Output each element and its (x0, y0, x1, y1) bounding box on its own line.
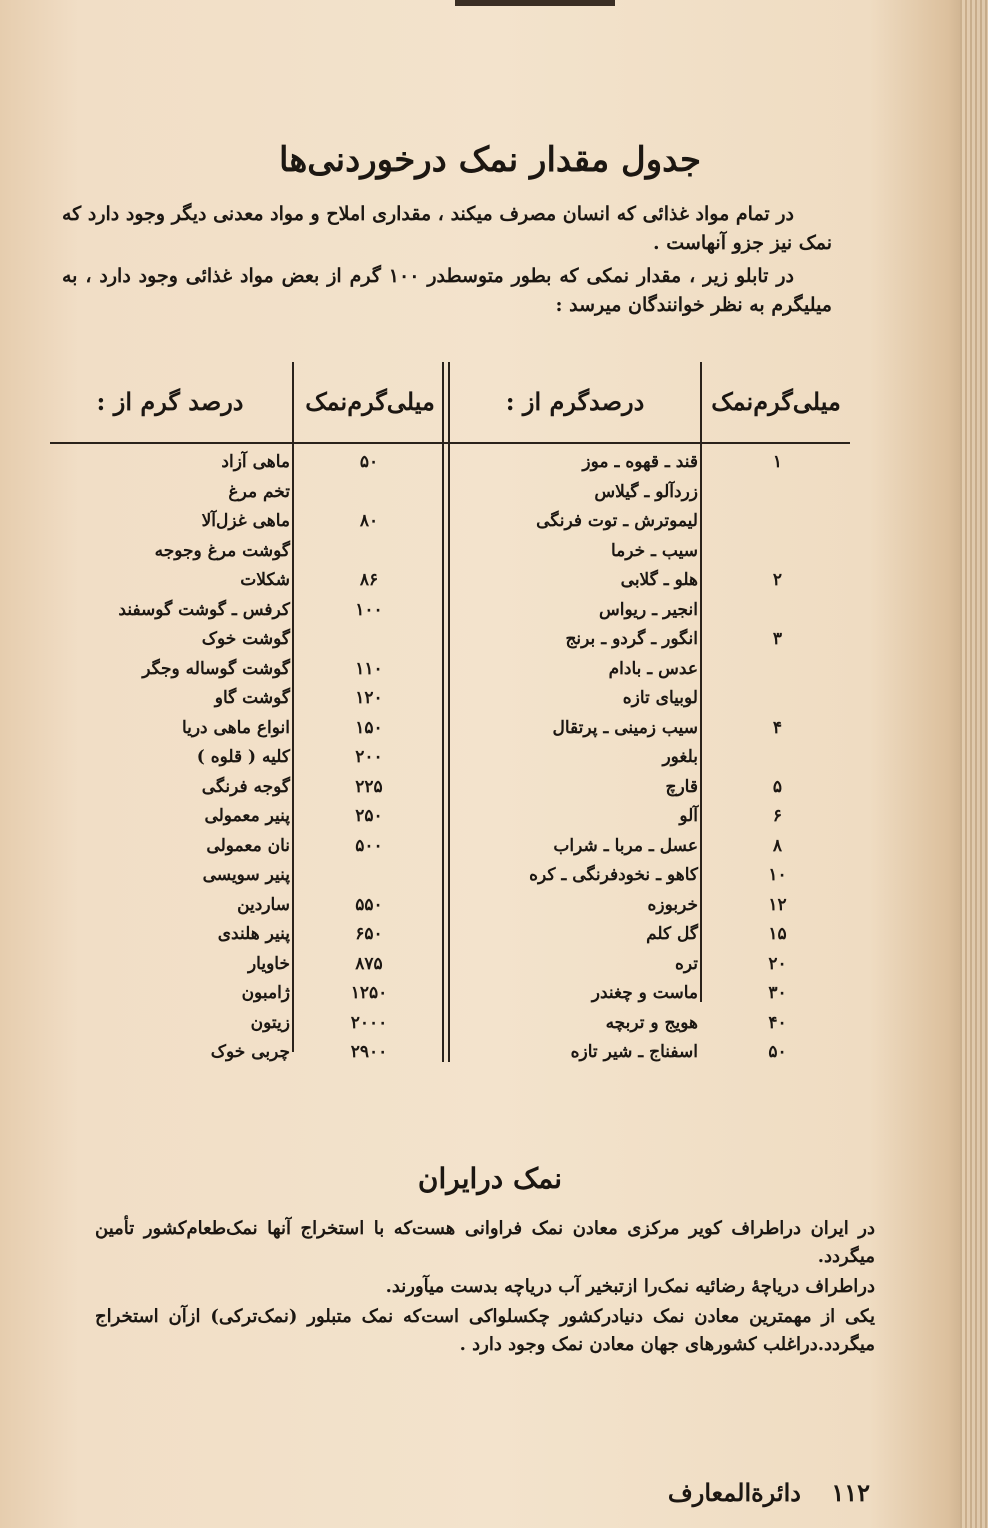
table-cell-food: پنیر معمولی (204, 806, 290, 826)
table-cell-food: زردآلو ـ گیلاس (594, 481, 698, 502)
table-cell-food: گوجه فرنگی (201, 776, 290, 797)
table-cell-mg: ۴ (772, 717, 783, 738)
column-divider-3 (292, 362, 294, 1052)
table-cell-mg: ۱۲ (768, 894, 787, 915)
table-cell-mg: ۸۷۵ (355, 953, 383, 974)
header-divider-line (50, 442, 850, 444)
table-cell-mg: ۱۲۵۰ (350, 983, 388, 1003)
table-cell-mg: ۳ (772, 629, 783, 649)
table-cell-mg: ۲۰۰۰ (350, 1012, 388, 1033)
table-cell-food: ماهی غزل‌آلا (201, 511, 290, 531)
table-cell-food: چربی خوک (210, 1042, 290, 1062)
table-cell-food: پنیر هلندی (217, 924, 290, 944)
table-cell-food: سیب زمینی ـ پرتقال (552, 717, 698, 738)
table-cell-food: آلو (679, 806, 698, 826)
table-cell-mg: ۶۵۰ (355, 924, 383, 944)
table-cell-food: لیموترش ـ توت فرنگی (536, 511, 698, 531)
column-divider-2 (448, 362, 450, 1062)
table-cell-mg: ۵۰۰ (355, 835, 383, 856)
table-cell-mg: ۸ (772, 835, 783, 856)
table-cell-mg (298, 861, 440, 891)
table-cell-mg (705, 655, 850, 685)
table-cell-food: ماهی آزاد (221, 452, 290, 472)
table-cell-mg (298, 625, 440, 655)
top-dark-strip (455, 0, 615, 6)
table-cell-food: زیتون (250, 1012, 290, 1033)
table-cell-mg: ۲۲۵ (355, 776, 383, 797)
table-cell-food: گوشت گوساله وجگر (142, 658, 290, 679)
header-mg-right: میلی‌گرم‌نمک (711, 386, 841, 416)
header-food-right: درصدگرم از : (505, 386, 645, 416)
table-cell-food: گوشت گاو (214, 688, 290, 708)
intro-paragraph-1: در تمام مواد غذائی که انسان مصرف میکند ، مقداری املاح و مواد معدنی دیگر وجود دارد که نمک نیز جزو آنهاست . (62, 203, 832, 254)
table-cell-mg (705, 537, 850, 567)
table-cell-food: شکلات (240, 570, 290, 590)
table-cell-mg: ۲۵۰ (355, 806, 383, 826)
table-cell-mg: ۸۰ (359, 511, 379, 531)
salt-content-table (50, 362, 850, 1062)
table-cell-food: کاهو ـ نخودفرنگی ـ کره (529, 865, 698, 885)
page-title: جدول مقدار نمک درخوردنی‌ها (279, 140, 701, 180)
column-left-food (50, 448, 290, 1068)
table-cell-mg: ۲۹۰۰ (350, 1042, 388, 1062)
table-cell-food: انواع ماهی دریا (181, 717, 290, 738)
table-cell-food: انگور ـ گردو ـ برنج (565, 629, 698, 649)
table-cell-mg: ۱۰۰ (355, 599, 383, 620)
table-cell-food: بلغور (662, 747, 698, 767)
table-cell-mg: ۱۱۰ (355, 658, 383, 679)
table-cell-mg (705, 596, 850, 626)
table-cell-mg: ۱۵ (768, 924, 787, 944)
column-left-mg (298, 448, 440, 1068)
table-cell-mg: ۵ (772, 776, 783, 797)
table-cell-mg: ۲۰ (768, 953, 787, 974)
table-cell-mg: ۵۰ (768, 1042, 787, 1062)
table-cell-food: هویج و تربچه (605, 1012, 698, 1033)
table-cell-food: قند ـ قهوه ـ موز (582, 452, 698, 472)
table-cell-food: کرفس ـ گوشت گوسفند (118, 599, 290, 620)
table-cell-food: خربوزه (647, 894, 698, 915)
table-cell-food: لوبیای تازه (622, 688, 698, 708)
table-cell-food: ماست و چغندر (591, 983, 698, 1003)
page-number: ۱۱۲ (831, 1478, 870, 1507)
section-body (95, 1215, 875, 1361)
table-cell-food: عسل ـ مربا ـ شراب (553, 835, 698, 856)
table-cell-mg (298, 478, 440, 508)
table-cell-mg: ۶ (772, 806, 783, 826)
table-cell-mg (705, 507, 850, 537)
column-right-mg (705, 448, 850, 1068)
table-cell-food: تره (674, 953, 698, 974)
table-cell-mg: ۱۰ (768, 865, 787, 885)
table-cell-food: کلیه ( قلوه ) (196, 747, 290, 767)
section-paragraph-1: در ایران دراطراف کویر مرکزی معادن نمک فراوانی هست‌که با استخراج آنها نمک‌طعام‌کشور تأمین میگردد. (95, 1218, 875, 1267)
section-paragraph-2: دراطراف دریاچهٔ رضائیه نمک‌را ازتبخیر آب دریاچه بدست میآورند. (385, 1276, 875, 1297)
table-cell-mg: ۳۰ (768, 983, 787, 1003)
table-cell-mg: ۱ (772, 452, 783, 472)
table-cell-food: قارچ (665, 776, 698, 797)
table-cell-food: عدس ـ بادام (608, 658, 698, 679)
table-cell-food: سیب ـ خرما (610, 540, 698, 561)
intro-paragraph-2: در تابلو زیر ، مقدار نمکی که بطور متوسطدر ۱۰۰ گرم از بعض مواد غذائی وجود دارد ، به میلیگرم به نظر خوانندگان میرسد : (62, 265, 832, 316)
page-footer (600, 1478, 870, 1507)
table-cell-food: گوشت مرغ وجوجه (154, 540, 290, 561)
book-title: دائرة‌المعارف (667, 1478, 801, 1507)
table-cell-food: هلو ـ گلابی (620, 570, 698, 590)
column-divider-1 (700, 362, 702, 1002)
table-cell-food: پنیر سویسی (202, 865, 290, 885)
table-cell-mg (705, 478, 850, 508)
table-cell-mg (298, 537, 440, 567)
table-cell-food: گل کلم (646, 924, 698, 944)
page-edge-shadow (960, 0, 988, 1528)
table-cell-food: نان معمولی (206, 835, 290, 856)
table-cell-food: انجیر ـ ریواس (599, 599, 698, 620)
column-right-food (458, 448, 698, 1068)
table-cell-mg: ۲۰۰ (355, 747, 383, 767)
table-cell-mg: ۱۵۰ (355, 717, 383, 738)
section-paragraph-3: یکی از مهمترین معادن نمک دنیادرکشور چکسلواکی است‌که نمک متبلور (نمک‌ترکی) ازآن استخراج میگردد.دراغلب کشورهای جهان معادن نمک وجود دارد . (95, 1306, 875, 1355)
table-cell-food: اسفناج ـ شیر تازه (570, 1042, 698, 1062)
header-food-left: درصد گرم از : (96, 386, 244, 416)
table-cell-mg: ۲ (772, 570, 783, 590)
table-cell-mg: ۵۰ (359, 452, 379, 472)
table-cell-mg: ۵۵۰ (355, 894, 383, 915)
intro-text (62, 200, 832, 324)
table-cell-food: ساردین (237, 894, 290, 915)
table-cell-mg (705, 684, 850, 714)
table-cell-food: تخم مرغ (228, 481, 290, 502)
section-title: نمک درایران (417, 1162, 563, 1195)
table-cell-food: گوشت خوک (201, 629, 290, 649)
table-cell-mg: ۱۲۰ (355, 688, 383, 708)
table-cell-mg: ۴۰ (768, 1012, 787, 1033)
table-cell-mg (705, 743, 850, 773)
table-cell-food: ژامبون (241, 983, 290, 1003)
column-divider-2b (442, 362, 444, 1062)
header-mg-left: میلی‌گرم‌نمک (305, 386, 435, 416)
table-cell-mg: ۸۶ (359, 570, 379, 590)
table-cell-food: خاویار (247, 953, 290, 974)
